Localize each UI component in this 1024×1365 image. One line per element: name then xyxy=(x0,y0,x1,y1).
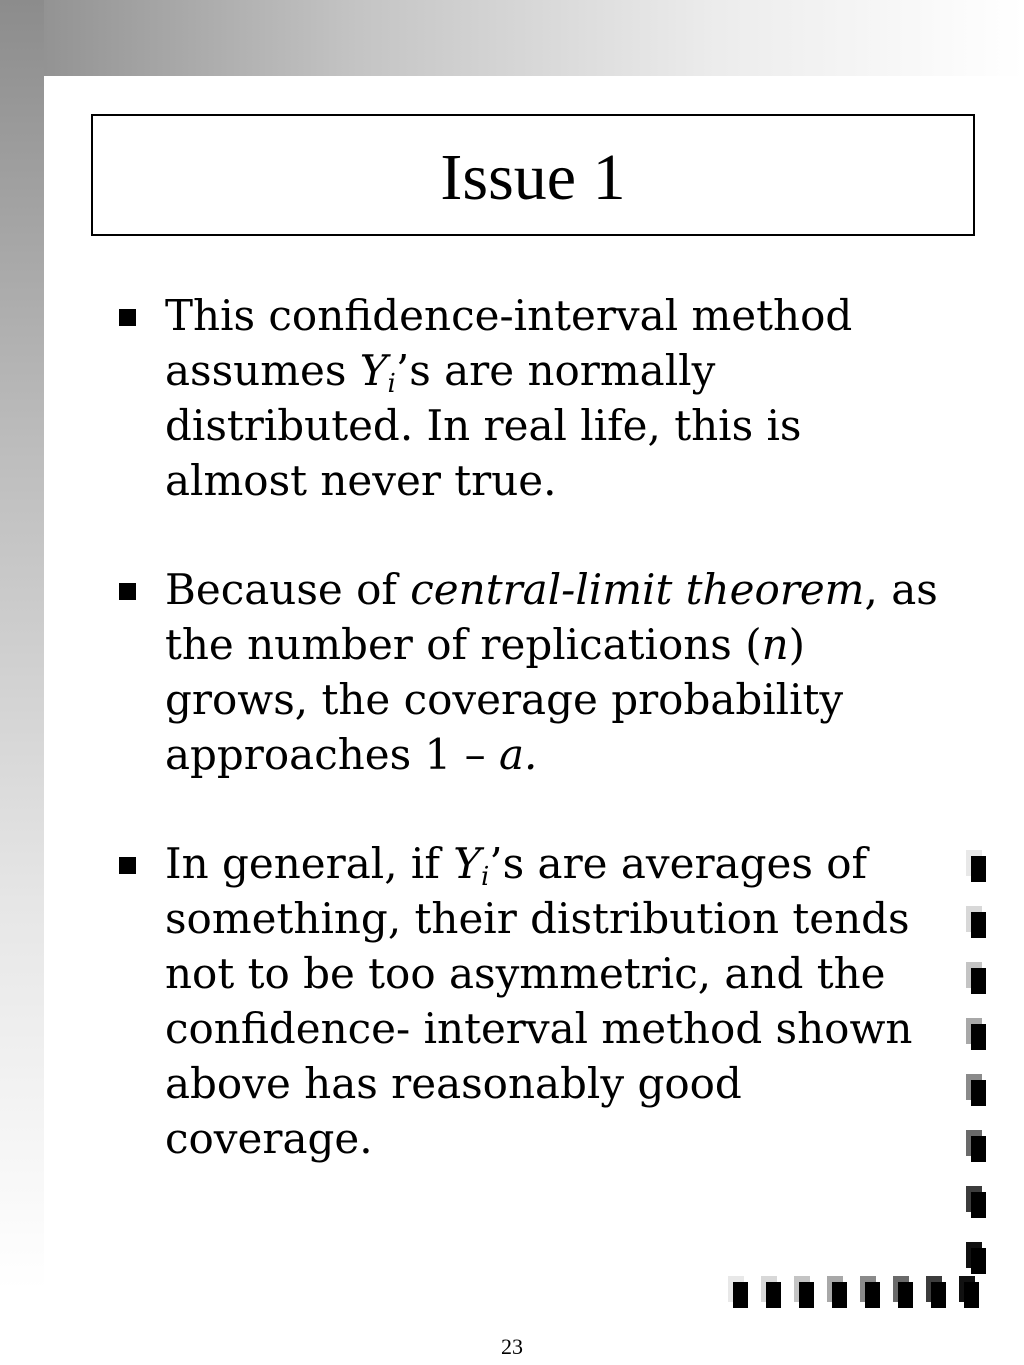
bullet-item xyxy=(115,288,955,508)
title-box xyxy=(91,114,975,236)
decorative-square-icon xyxy=(761,1276,777,1302)
decorative-square-icon xyxy=(966,850,982,876)
decorative-square-icon xyxy=(966,1186,982,1212)
bullet-item xyxy=(115,836,955,1166)
term-central-limit: central-limit theorem xyxy=(410,565,865,614)
variable-n: n xyxy=(761,620,789,669)
bullet-text: In general, if $Y_i’s$ are averages of something, their distribution tends not to be too asymmetric, and the confidence- interval method shown above has reasonably good coverage. xyxy=(165,839,913,1163)
slide-title: Issue 1 xyxy=(440,141,626,214)
decorative-square-icon xyxy=(966,1074,982,1100)
bullet-text: This confidence-interval method assumes $Y_i’s$ are normally distributed. In real life, this is almost never true. xyxy=(165,291,853,505)
subscript-i: i xyxy=(480,862,490,892)
bullet-item xyxy=(115,562,955,782)
variable-y: Y xyxy=(359,346,388,395)
decorative-square-icon xyxy=(966,1242,982,1268)
decorative-square-icon xyxy=(728,1276,744,1302)
decorative-square-icon xyxy=(959,1276,975,1302)
decorative-square-icon xyxy=(966,906,982,932)
decorative-square-icon xyxy=(893,1276,909,1302)
page-number: 23 xyxy=(501,1334,523,1359)
square-bullet-icon xyxy=(119,857,136,874)
bullet-list xyxy=(115,288,955,1166)
decorative-square-icon xyxy=(794,1276,810,1302)
decorative-square-icon xyxy=(926,1276,942,1302)
subscript-i: i xyxy=(387,369,396,399)
decorative-square-icon xyxy=(860,1276,876,1302)
square-bullet-icon xyxy=(119,583,136,600)
square-bullet-icon xyxy=(119,309,136,326)
variable-a: a. xyxy=(498,730,538,779)
decorative-square-icon xyxy=(966,1018,982,1044)
decorative-square-icon xyxy=(966,962,982,988)
top-gradient-band xyxy=(0,0,1024,76)
decorative-square-icon xyxy=(966,1130,982,1156)
variable-y: Y xyxy=(453,839,481,888)
decorative-square-icon xyxy=(827,1276,843,1302)
bullet-text: Because of central-limit theorem, as the number of replications (n) grows, the coverage probability approaches 1 – a. xyxy=(165,565,938,779)
left-gradient-band xyxy=(0,0,44,1290)
